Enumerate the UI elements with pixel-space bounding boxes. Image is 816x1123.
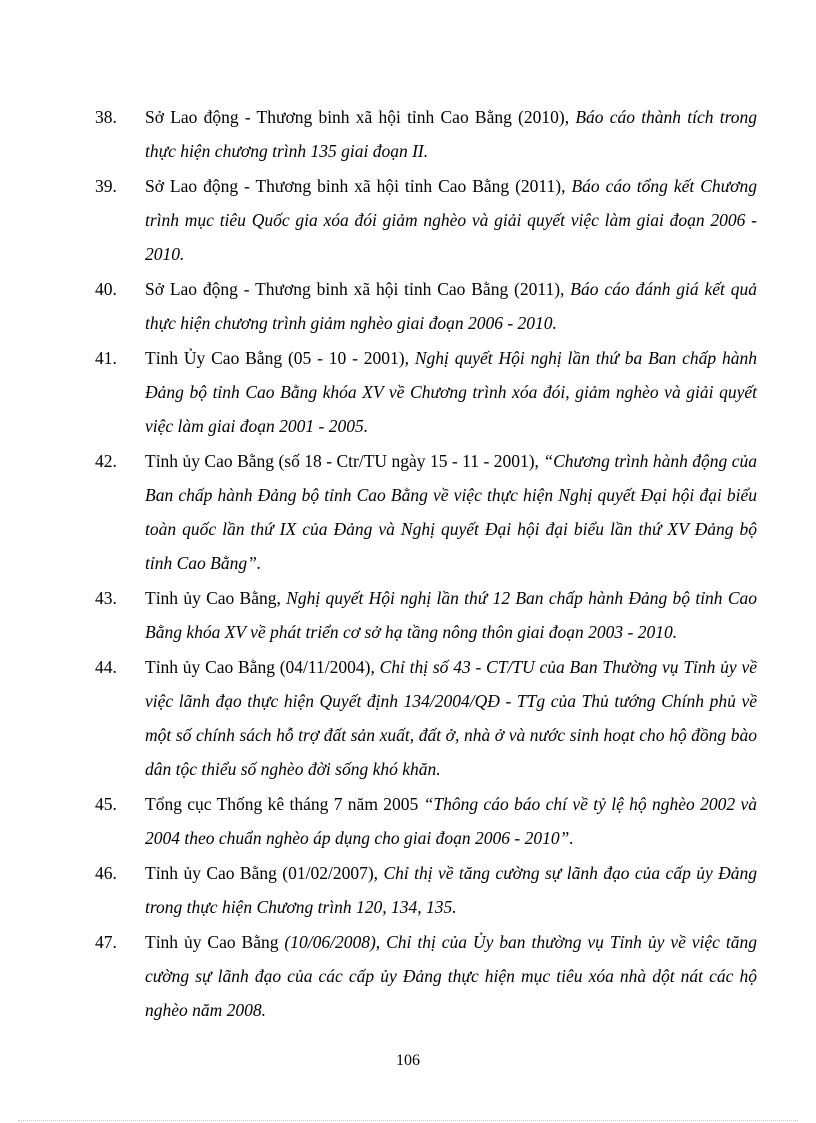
- reference-number: 46.: [95, 863, 117, 883]
- reference-title: Báo cáo đánh giá kết quả thực hiện chương trình giảm nghèo giai đoạn 2006 - 2010.: [145, 279, 757, 333]
- reference-author: Tỉnh ủy Cao Bằng: [145, 932, 279, 952]
- reference-item: [95, 444, 757, 580]
- reference-text: [145, 787, 757, 855]
- reference-title: “Chương trình hành động của Ban chấp hành Đảng bộ tỉnh Cao Bằng về việc thực hiện Nghị quyết Đại hội đại biểu toàn quốc lần thứ IX của Đảng và Nghị quyết Đại hội đại biểu lần thứ XV Đảng bộ tỉnh Cao Bằng”.: [145, 451, 758, 573]
- reference-text: [145, 650, 757, 786]
- reference-item: [95, 925, 757, 1027]
- reference-text: [145, 272, 757, 340]
- reference-text: [145, 925, 757, 1027]
- reference-number: 44.: [95, 657, 117, 677]
- reference-item: [95, 787, 757, 855]
- reference-author: Tỉnh ủy Cao Bằng (04/11/2004),: [145, 657, 375, 677]
- reference-text: [145, 100, 757, 168]
- reference-item: [95, 169, 757, 271]
- reference-author: Tỉnh ủy Cao Bằng (số 18 - Ctr/TU ngày 15 - 11 - 2001),: [145, 451, 539, 471]
- reference-list: [95, 100, 757, 1028]
- reference-title: “Thông cáo báo chí về tỷ lệ hộ nghèo 2002 và 2004 theo chuẩn nghèo áp dụng cho giai đoạn 2006 - 2010”.: [145, 794, 757, 848]
- reference-number: 40.: [95, 279, 117, 299]
- reference-title: Nghị quyết Hội nghị lần thứ ba Ban chấp hành Đảng bộ tỉnh Cao Bằng khóa XV về Chương trình xóa đói, giảm nghèo và giải quyết việc làm giai đoạn 2001 - 2005.: [145, 348, 757, 436]
- reference-number: 43.: [95, 588, 117, 608]
- reference-text: [145, 341, 757, 443]
- reference-author: Sở Lao động - Thương binh xã hội tỉnh Cao Bằng (2011),: [145, 176, 566, 196]
- reference-number: 39.: [95, 176, 117, 196]
- reference-title: Chỉ thị về tăng cường sự lãnh đạo của cấp ủy Đảng trong thực hiện Chương trình 120, 134, 135.: [145, 863, 758, 917]
- reference-item: [95, 341, 757, 443]
- reference-author: Tổng cục Thống kê tháng 7 năm 2005: [145, 794, 419, 814]
- reference-text: [145, 581, 757, 649]
- reference-number: 38.: [95, 107, 117, 127]
- reference-item: [95, 650, 757, 786]
- reference-text: [145, 444, 757, 580]
- reference-item: [95, 100, 757, 168]
- reference-title: Báo cáo tổng kết Chương trình mục tiêu Quốc gia xóa đói giảm nghèo và giải quyết việc làm giai đoạn 2006 - 2010.: [145, 176, 757, 264]
- reference-title: Báo cáo thành tích trong thực hiện chương trình 135 giai đoạn II.: [145, 107, 757, 161]
- reference-title: Chỉ thị số 43 - CT/TU của Ban Thường vụ Tỉnh ủy về việc lãnh đạo thực hiện Quyết định 134/2004/QĐ - TTg của Thủ tướng Chính phủ về một số chính sách hỗ trợ đất sản xuất, đất ở, nhà ở và nước sinh hoạt cho hộ đồng bào dân tộc thiểu số nghèo đời sống khó khăn.: [145, 657, 757, 779]
- reference-item: [95, 856, 757, 924]
- reference-number: 47.: [95, 932, 117, 952]
- reference-item: [95, 581, 757, 649]
- reference-author: Sở Lao động - Thương binh xã hội tỉnh Cao Bằng (2010),: [145, 107, 570, 127]
- page-number: 106: [396, 1052, 420, 1069]
- reference-item: [95, 272, 757, 340]
- reference-author: Tỉnh Ủy Cao Bằng (05 - 10 - 2001),: [145, 348, 410, 368]
- reference-number: 45.: [95, 794, 117, 814]
- reference-author: Tỉnh ủy Cao Bằng (01/02/2007),: [145, 863, 379, 883]
- reference-number: 41.: [95, 348, 117, 368]
- reference-title: Nghị quyết Hội nghị lần thứ 12 Ban chấp hành Đảng bộ tỉnh Cao Bằng khóa XV về phát triển cơ sở hạ tầng nông thôn giai đoạn 2003 - 2010.: [145, 588, 757, 642]
- reference-text: [145, 169, 757, 271]
- reference-number: 42.: [95, 451, 117, 471]
- reference-text: [145, 856, 757, 924]
- reference-author: Sở Lao động - Thương binh xã hội tỉnh Cao Bằng (2011),: [145, 279, 565, 299]
- reference-title: (10/06/2008), Chỉ thị của Ủy ban thường vụ Tỉnh ủy về việc tăng cường sự lãnh đạo của các cấp ủy Đảng thực hiện mục tiêu xóa nhà dột nát các hộ nghèo năm 2008.: [145, 932, 757, 1020]
- reference-author: Tỉnh ủy Cao Bằng,: [145, 588, 281, 608]
- footer-divider: [18, 1120, 798, 1121]
